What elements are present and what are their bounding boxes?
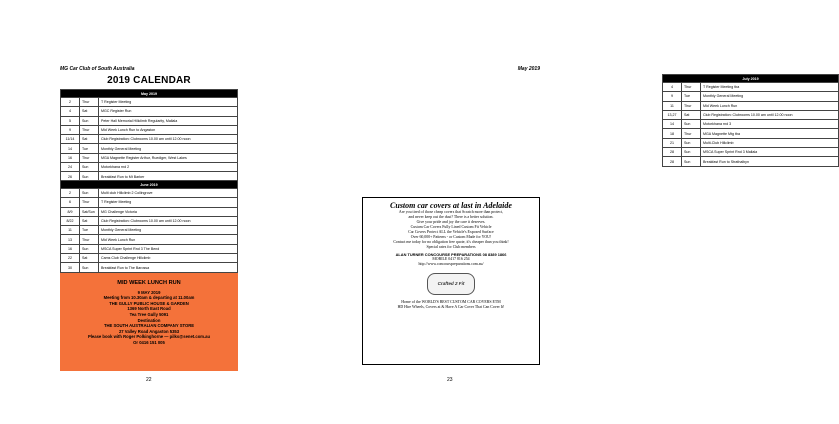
event-description: Breakfast Run to The Barossa [99,263,238,272]
page-number: 22 [146,377,152,383]
event-description: Motorkhana rnd 3 [701,120,839,129]
calendar-row [61,207,238,216]
event-date: 30 [61,263,80,272]
advert-website-link[interactable]: http://www.concourspreparations.com.au/ [418,262,484,266]
calendar-row [61,216,238,225]
month-header-row [61,181,238,189]
may-calendar-table [60,89,238,182]
event-description: Mid Week Lunch Run [701,101,839,110]
event-date: 9 [663,92,682,101]
june-calendar-table [60,180,238,273]
advert-line: Are you tired of those cheap covers that Scratch more than protect, [398,210,504,214]
event-date: 2 [61,189,80,198]
month-header: June 2019 [61,181,238,189]
event-date: 13 [61,235,80,244]
event-date: 16 [61,244,80,253]
calendar-row [61,198,238,207]
advert-footer-line: HD Hire Wheels, Covers at & Have A Car Cover That Can Cover It! [397,305,505,309]
event-day: Thur [682,101,701,110]
event-day: Thur [80,235,99,244]
event-day: Sun [80,244,99,253]
calendar-row [61,144,238,153]
event-description: Breakfast Run to Mt Barker [99,172,238,181]
event-day: Sun [80,263,99,272]
advert-line: Custom Car Covers Fully Lined Custom Fit Vehicle [410,225,492,229]
event-date: 4 [663,83,682,92]
event-description: Cams Club Challenge Hillclimb [99,254,238,263]
event-day: Sun [682,120,701,129]
month-header-label: May 2019 [517,66,540,72]
event-date: 22 [61,254,80,263]
event-day: Thur [682,129,701,138]
lunch-run-line: THE SOUTH AUSTRALIAN COMPANY STORE [103,323,195,329]
lunch-run-line: 9 MAY 2019 [137,289,161,295]
month-header: July 2019 [663,75,839,83]
crafted-2-fit-logo: Crafted 2 Fit [427,273,475,295]
advert-mobile: MOBILE 0417 816 254 [432,257,470,261]
event-description: MSCA Super Sprint Rnd 3 The Bend [99,244,238,253]
event-date: 8/9 [61,207,80,216]
event-day: Sun [80,189,99,198]
event-date: 26 [61,172,80,181]
calendar-row [663,129,839,138]
advert-line: Give your pride and joy the care it deserves. [416,220,486,224]
event-date: 9 [61,125,80,134]
calendar-row [61,189,238,198]
calendar-row [61,125,238,134]
event-description: Motorkhana rnd 2 [99,163,238,172]
lunch-run-line: Destination [137,317,161,323]
event-description: Mid Week Lunch Run to Angaston [99,125,238,134]
advert-line: Car Covers Protect ALL the Vehicle's Exposed Surface [408,230,494,234]
event-date: 28 [663,157,682,166]
calendar-row [61,235,238,244]
month-header-row [61,90,238,98]
month-header: May 2019 [61,90,238,98]
lunch-run-line: 27 Valley Road Angaston 5353 [118,328,180,334]
calendar-row [663,148,839,157]
lunch-run-line: Tea Tree Gully 5091 [129,311,169,317]
event-date: 18 [663,129,682,138]
event-day: Tue [682,92,701,101]
event-date: 2 [61,98,80,107]
event-day: Sat [80,254,99,263]
event-day: Sat [682,110,701,119]
lunch-run-line: 1369 North East Road [127,306,171,312]
calendar-row [61,226,238,235]
event-description: T Register Meeting tba [701,83,839,92]
right-page [300,0,793,424]
lunch-run-title: MID WEEK LUNCH RUN [117,280,181,286]
page-number: 23 [447,377,453,383]
event-date: 11 [61,226,80,235]
calendar-title: 2019 CALENDAR [107,75,191,86]
event-description: Monthly General Meeting [99,144,238,153]
event-date: 11 [663,101,682,110]
calendar-row [61,244,238,253]
event-description: Multi club Hillclimb 2 Collingrove [99,189,238,198]
event-description: Club Registration: Clubrooms 10.00 am until 12.00 noon [701,110,839,119]
event-description: MG Challenge Victoria [99,207,238,216]
month-header-row [663,75,839,83]
event-date: 16 [61,153,80,162]
event-day: Sun [80,172,99,181]
event-day: Sat [80,216,99,225]
calendar-row [61,263,238,272]
left-page [0,0,300,424]
event-date: 8/22 [61,216,80,225]
event-description: Mid Week Lunch Run [99,235,238,244]
event-day: Thur [80,98,99,107]
event-day: Tue [80,144,99,153]
event-date: 13,27 [663,110,682,119]
event-description: Monthly General Meeting [701,92,839,101]
event-date: 6 [61,198,80,207]
event-date: 24 [61,163,80,172]
event-description: Peter Hall Memorial Hillclimb Regularity, Mallala [99,116,238,125]
event-day: Sun [682,157,701,166]
event-description: Multi-Club Hillclimb [701,138,839,147]
event-description: T Register Meeting [99,98,238,107]
event-date: 21 [663,138,682,147]
event-description: MGA Magnette Mtg tba [701,129,839,138]
event-date: 5 [61,116,80,125]
lunch-run-line: Meeting from 10.30am & departing at 11.00am [103,295,195,301]
event-description: Monthly General Meeting [99,226,238,235]
event-date: 11/14 [61,135,80,144]
event-day: Thur [80,125,99,134]
advert-line: Contact me today for no obligation free quote, it's cheaper than you think! [393,240,509,244]
lunch-run-line: Please book with Roger Polkinghorne — pilks@senet.com.au [87,334,211,340]
advert-line: Special rates for Club members [426,245,476,249]
calendar-row [61,107,238,116]
calendar-row [61,135,238,144]
calendar-row [663,101,839,110]
calendar-row [61,116,238,125]
event-date: 14 [61,144,80,153]
event-description: MSCA Super Sprint Rnd 3 Mallala [701,148,839,157]
calendar-row [61,163,238,172]
event-day: Sun [80,163,99,172]
calendar-row [61,254,238,263]
calendar-row [663,138,839,147]
advert-footer-line: Home of the WORLD'S BEST CUSTOM CAR COVERS ETM [401,300,501,304]
calendar-row [663,120,839,129]
event-description: MGA Magnette Register Arthur, Ruediger, West Lakes [99,153,238,162]
advert-line: and never keep out the dust? There is a better solution. [408,215,494,219]
july-calendar-table [662,74,839,167]
event-description: Club Registration: Clubrooms 10.00 am until 12.00 noon [99,216,238,225]
calendar-row [663,83,839,92]
advert-line: Over 60,000+ Patterns - or Custom Made for YOU! [410,235,492,239]
event-date: 14 [663,120,682,129]
lunch-run-box [60,273,238,371]
event-description: Breakfast Run to Strathalbyn [701,157,839,166]
lunch-run-line: Or 0416 151 005 [133,339,165,345]
calendar-row [663,110,839,119]
event-description: MGC Register Run [99,107,238,116]
car-cover-advert [362,197,540,365]
event-day: Thur [80,198,99,207]
event-date: 4 [61,107,80,116]
event-day: Thur [682,83,701,92]
event-description: T Register Meeting [99,198,238,207]
advert-contact-name: ALAN TURNER CONCOURSE PREPARATIONS 08 8389 1866 [395,252,507,257]
event-day: Sun [682,148,701,157]
event-day: Sat [80,135,99,144]
event-day: Sat/Sun [80,207,99,216]
event-day: Sun [80,116,99,125]
event-day: Thur [80,153,99,162]
calendar-row [663,157,839,166]
lunch-run-line: THE GULLY PUBLIC HOUSE & GARDEN [109,300,189,306]
event-day: Sat [80,107,99,116]
club-header: MG Car Club of South Australia [60,66,135,72]
advert-title: Custom car covers at last in Adelaide [390,201,512,210]
calendar-row [61,153,238,162]
event-description: Club Registration: Clubrooms 10.00 am until 12.00 noon [99,135,238,144]
event-day: Tue [80,226,99,235]
calendar-row [61,98,238,107]
calendar-row [663,92,839,101]
event-day: Sun [682,138,701,147]
event-date: 28 [663,148,682,157]
